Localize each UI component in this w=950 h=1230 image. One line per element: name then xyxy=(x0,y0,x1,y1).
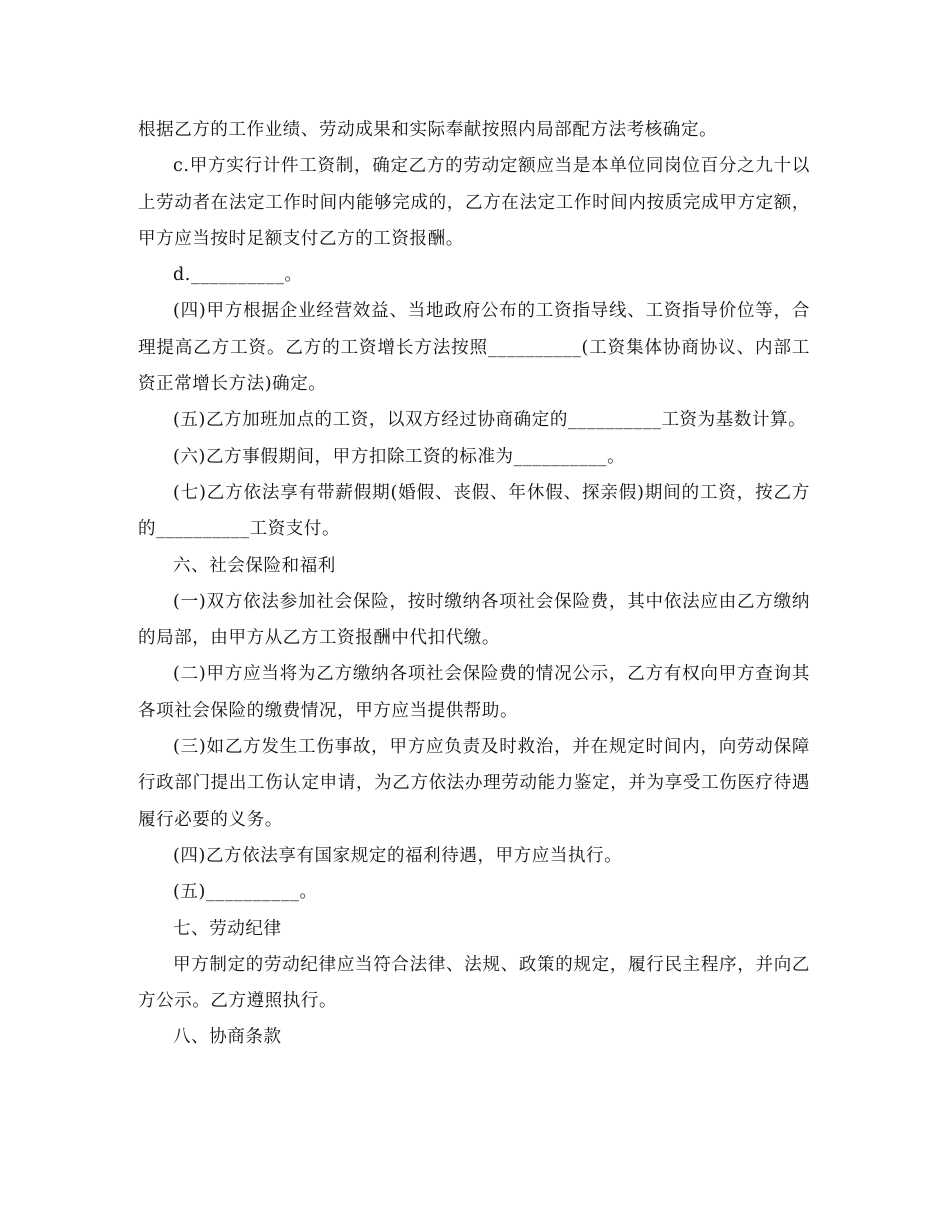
paragraph: c.甲方实行计件工资制，确定乙方的劳动定额应当是本单位同岗位百分之九十以上劳动者在法定工作时间内能够完成的，乙方在法定工作时间内按质完成甲方定额，甲方应当按时足额支付乙方的工资报酬。 xyxy=(138,156,810,249)
section-heading: 六、社会保险和福利 xyxy=(173,555,336,576)
paragraph: (四)甲方根据企业经营效益、当地政府公布的工资指导线、工资指导价位等，合理提高乙方工资。乙方的工资增长方法按照__________(工资集体协商协议、内部工资正常增长方法)确定。 xyxy=(138,301,810,395)
paragraph: (四)乙方依法享有国家规定的福利待遇，甲方应当执行。 xyxy=(173,845,623,866)
paragraph: (五)乙方加班加点的工资，以双方经过协商确定的__________工资为基数计算。 xyxy=(173,410,807,431)
paragraph: (二)甲方应当将为乙方缴纳各项社会保险费的情况公示，乙方有权向甲方查询其各项社会保险的缴费情况，甲方应当提供帮助。 xyxy=(138,664,810,721)
paragraph: 甲方制定的劳动纪律应当符合法律、法规、政策的规定，履行民主程序，并向乙方公示。乙方遵照执行。 xyxy=(138,954,810,1012)
paragraph: (七)乙方依法享有带薪假期(婚假、丧假、年休假、探亲假)期间的工资，按乙方的__________工资支付。 xyxy=(138,482,810,540)
paragraph: (六)乙方事假期间，甲方扣除工资的标准为__________。 xyxy=(173,446,626,467)
paragraph: 根据乙方的工作业绩、劳动成果和实际奉献按照内局部配方法考核确定。 xyxy=(138,120,718,140)
section-heading: 八、协商条款 xyxy=(173,1027,282,1048)
paragraph: (一)双方依法参加社会保险，按时缴纳各项社会保险费，其中依法应由乙方缴纳的局部，由甲方从乙方工资报酬中代扣代缴。 xyxy=(138,591,810,649)
paragraph: d.__________。 xyxy=(173,265,303,286)
paragraph: (三)如乙方发生工伤事故，甲方应负责及时救治，并在规定时间内，向劳动保障行政部门提出工伤认定申请，为乙方依法办理劳动能力鉴定，并为享受工伤医疗待遇履行必要的义务。 xyxy=(138,737,810,830)
section-heading: 七、劳动纪律 xyxy=(173,918,282,939)
paragraph: (五)__________。 xyxy=(173,882,318,903)
document-body xyxy=(138,112,810,1056)
